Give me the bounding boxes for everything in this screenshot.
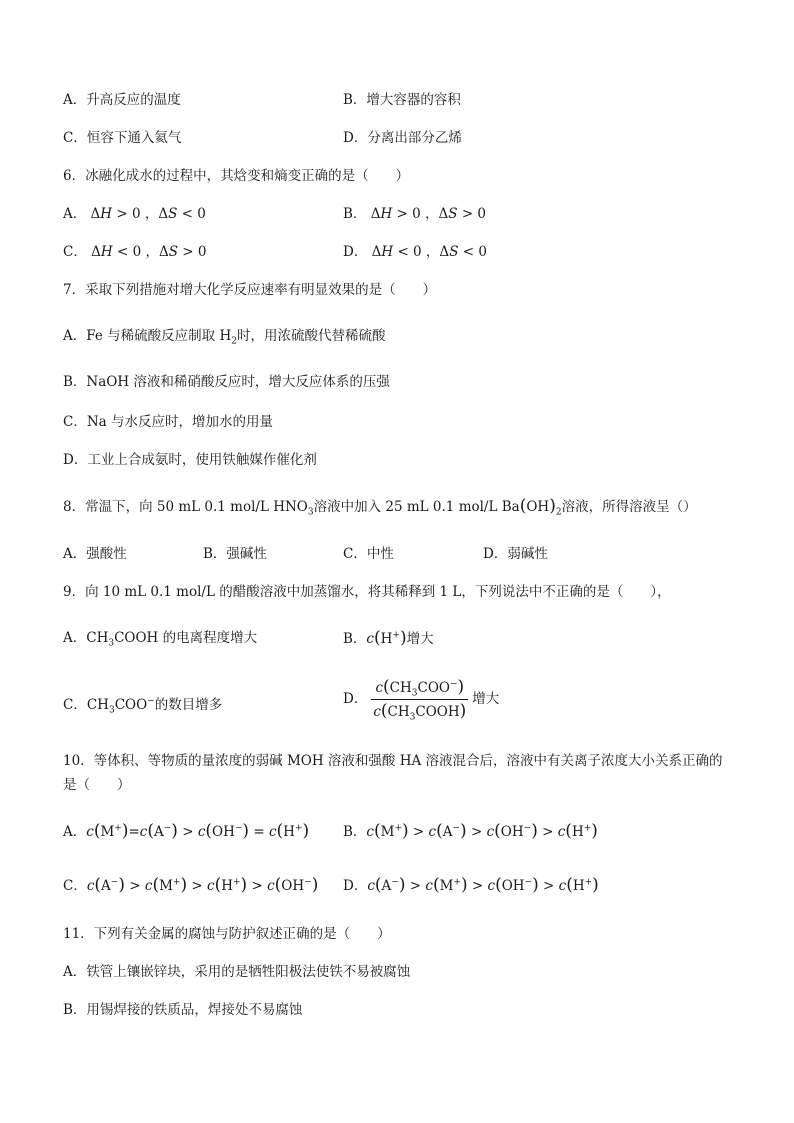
q10-option-c-label: C． [63, 878, 87, 894]
q6-option-a [63, 205, 206, 223]
q9-option-c-formula: $CH_3COO^-$ [86, 696, 155, 716]
q10-option-d-label: D． [343, 878, 368, 894]
q10-option-a-formula: c(M+)=c(A−) > c(OH−) = c(H+) [86, 821, 310, 841]
q6-option-a-label: A． [63, 206, 87, 222]
q9-option-b [343, 629, 434, 648]
q9-option-a-label: A． [63, 630, 87, 646]
q9-option-a-text: 的电离程度增大 [162, 630, 258, 646]
q9-option-c-label: C． [63, 697, 87, 713]
q6-option-a-formula: ΔH > 0 ，ΔS < 0 [90, 206, 206, 222]
q9-option-a [63, 629, 257, 647]
q8-option-c: C．中性 [343, 546, 394, 562]
q9-option-b-label: B． [343, 631, 367, 647]
q5-option-c: C．恒容下通入氦气 [63, 130, 182, 146]
q9-stem: 9．向 10 mL 0.1 mol/L 的醋酸溶液中加蒸馏水，将其稀释到 1 L，下列说法中不正确的是（ ）， [63, 584, 671, 600]
q9-option-d-label: D． [343, 691, 368, 707]
q6-option-d-label: D． [343, 244, 368, 260]
q10-stem-line2: 是（ ） [63, 777, 131, 793]
q7-option-b: B．NaOH 溶液和稀硝酸反应时，增大反应体系的压强 [63, 374, 390, 390]
q9-option-d-text: 增大 [472, 691, 500, 707]
q7-option-a-pre: A．Fe 与稀硫酸反应制取 H [63, 328, 232, 344]
q6-option-d [343, 243, 487, 261]
q9-option-c-text: 的数目增多 [154, 697, 223, 713]
q6-option-b-label: B． [343, 206, 367, 222]
q8-stem: 8．常温下，向 50 mL 0.1 mol/L $HNO_3$溶液中加入 25 mL 0.1 mol/L $Ba(OH)_2$溶液，所得溶液呈（） [63, 496, 697, 518]
q9-option-b-text: 增大 [406, 631, 434, 647]
q10-option-d [343, 876, 599, 895]
q11-option-a: A．铁管上镶嵌锌块，采用的是牺牲阳极法使铁不易被腐蚀 [63, 964, 411, 980]
q10-option-d-formula: c(A−) > c(M+) > c(OH−) > c(H+) [367, 875, 599, 895]
q6-option-c-formula: ΔH < 0 ，ΔS > 0 [91, 244, 207, 260]
q5-option-d: D．分离出部分乙烯 [343, 130, 462, 146]
q8-option-b: B．强碱性 [203, 546, 267, 562]
q10-option-b [343, 822, 598, 841]
q5-option-b: B．增大容器的容积 [343, 92, 461, 108]
q7-option-d: D．工业上合成氨时，使用铁触媒作催化剂 [63, 452, 317, 468]
q9-option-c [63, 696, 222, 714]
q10-option-c-formula: c(A−) > c(M+) > c(H+) > c(OH−) [86, 875, 319, 895]
q10-option-c [63, 876, 318, 895]
q10-option-a-label: A． [63, 824, 87, 840]
q9-option-d-fraction: $\frac{c(CH_3COO^-)}{c(CH_3COOH)}$ [373, 677, 467, 723]
q10-option-a [63, 822, 309, 841]
q6-option-d-formula: ΔH < 0 ，ΔS < 0 [371, 244, 487, 260]
q6-option-c-label: C． [63, 244, 87, 260]
q10-stem-line1: 10．等体积、等物质的量浓度的弱碱 MOH 溶液和强酸 HA 溶液混合后，溶液中有关离子浓度大小关系正确的 [63, 753, 723, 769]
q8-stem-post: 溶液，所得溶液呈（） [561, 499, 697, 515]
q10-option-b-formula: c(M+) > c(A−) > c(OH−) > c(H+) [366, 821, 598, 841]
q11-stem: 11．下列有关金属的腐蚀与防护叙述正确的是（ ） [63, 926, 391, 942]
q10-option-b-label: B． [343, 824, 367, 840]
q8-option-d: D．弱碱性 [483, 546, 548, 562]
q9-option-a-formula: $CH_3COOH$ [86, 630, 163, 649]
q7-option-a-post: 时，用浓硫酸代替稀硫酸 [236, 328, 386, 344]
q8-stem-pre: 8．常温下，向 50 mL 0.1 mol/L HNO [63, 499, 308, 515]
q6-option-b [343, 205, 486, 223]
q6-stem: 6．冰融化成水的过程中，其焓变和熵变正确的是（ ） [63, 168, 410, 184]
q6-option-c [63, 243, 206, 261]
q7-option-c: C．Na 与水反应时，增加水的用量 [63, 414, 273, 430]
q6-option-b-formula: ΔH > 0 ，ΔS > 0 [370, 206, 487, 222]
q11-option-b: B．用锡焊接的铁质品，焊接处不易腐蚀 [63, 1002, 303, 1018]
q8-option-a: A．强酸性 [63, 546, 127, 562]
q8-stem-mid: 溶液中加入 25 mL 0.1 mol/L Ba [313, 499, 520, 515]
q5-option-a: A．升高反应的温度 [63, 92, 181, 108]
q9-option-d [343, 678, 499, 721]
q7-stem: 7．采取下列措施对增大化学反应速率有明显效果的是（ ） [63, 282, 437, 298]
q7-option-a: A．Fe 与稀硫酸反应制取 $H_2$时，用浓硫酸代替稀硫酸 [63, 328, 386, 347]
q9-option-b-formula: c(H+) [366, 628, 407, 648]
